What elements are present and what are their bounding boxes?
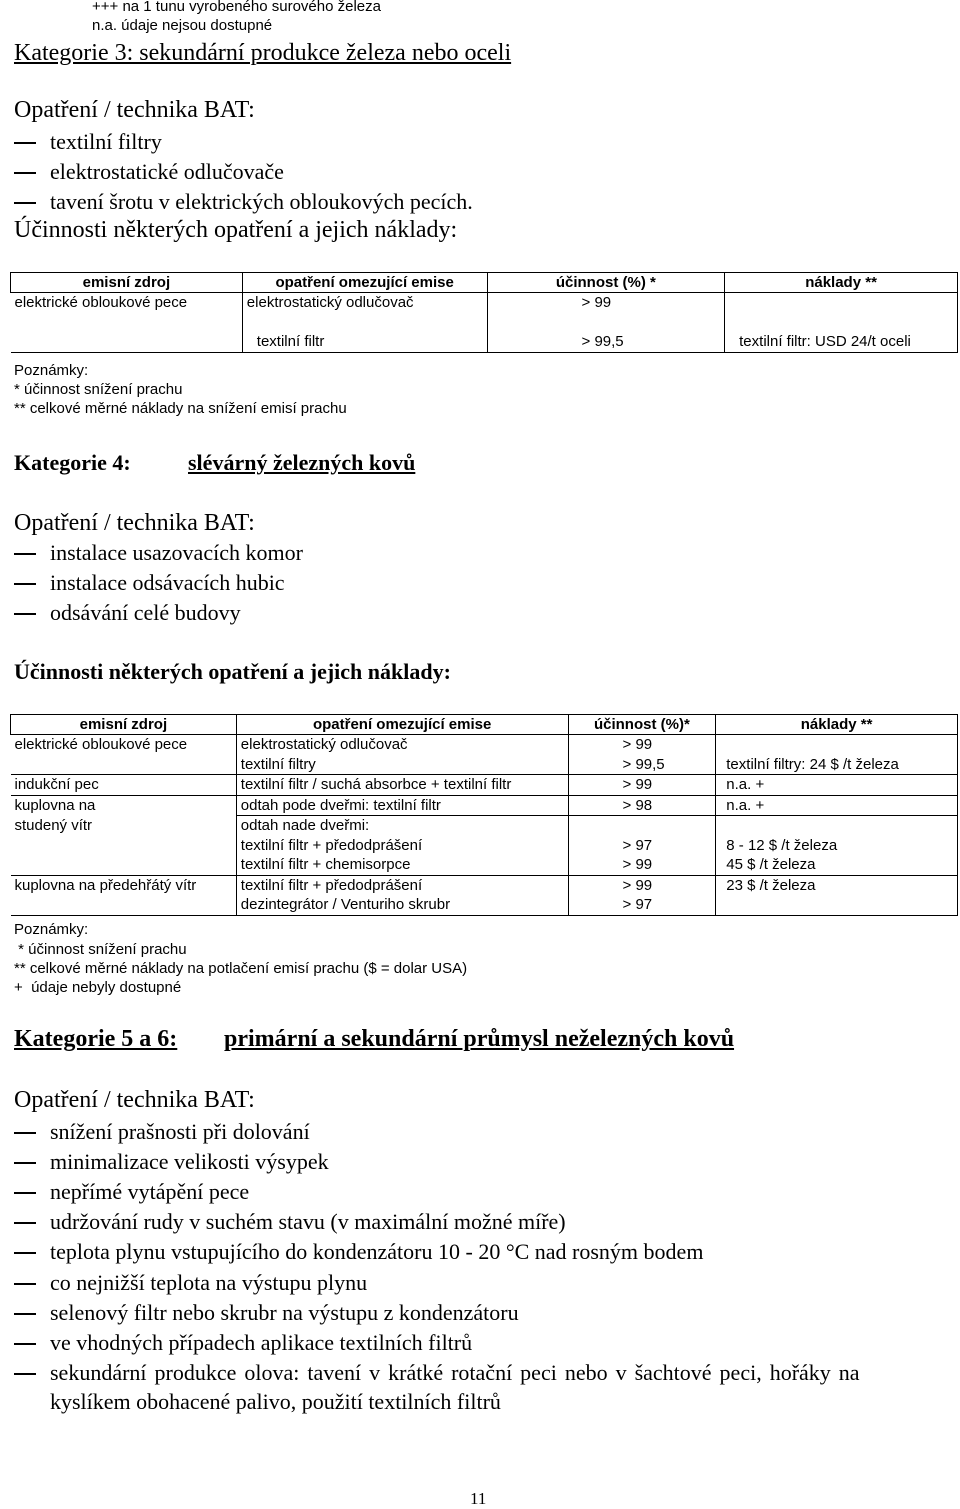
cat4-measure-1: instalace usazovacích komor	[50, 540, 303, 565]
table-cell	[725, 293, 958, 333]
cat4-measure-2: instalace odsávacích hubic	[50, 570, 285, 595]
cat56-measure-4: udržování rudy v suchém stavu (v maximální možné míře)	[50, 1209, 566, 1234]
cat56-measure-7: selenový filtr nebo skrubr na výstupu z kondenzátoru	[50, 1300, 519, 1325]
table-header-row	[11, 715, 958, 735]
table-cell: 45 $ /t železa	[716, 855, 958, 875]
dash-icon	[14, 1162, 36, 1164]
table-cell: elektrické obloukové pece	[14, 736, 188, 753]
table-row	[11, 293, 958, 333]
table-row	[11, 875, 958, 895]
dash-icon	[14, 1222, 36, 1224]
cat3-notes-label: Poznámky:	[14, 362, 89, 379]
table-cell: > 97	[568, 836, 716, 856]
page-number: 11	[470, 1489, 487, 1508]
table-cell	[11, 855, 237, 875]
table-cell	[11, 895, 237, 915]
cat4-measures-heading: Opatření / technika BAT:	[14, 510, 255, 536]
table-cell: > 99,5	[568, 755, 716, 775]
cat56-measure-9: sekundární produkce olova: tavení v krátké rotační peci nebo v šachtové peci, hořáky na	[50, 1360, 860, 1385]
table-row	[11, 895, 958, 915]
table-cell: elektrostatický odlučovač	[242, 293, 487, 333]
cat3-measure-1: textilní filtry	[50, 129, 162, 154]
table-cell	[716, 816, 958, 836]
table-cell: textilní filtr + předodprášení	[236, 875, 568, 895]
cat56-title: primární a sekundární průmysl neželezných kovů	[224, 1026, 735, 1052]
table-cell	[716, 895, 958, 915]
cat4-title: slévárný železných kovů	[188, 450, 416, 475]
cat56-measure-2: minimalizace velikosti výsypek	[50, 1149, 329, 1174]
table-cell: elektrické obloukové pece	[14, 294, 188, 311]
dash-icon	[14, 202, 36, 204]
cat4-note-2: ** celkové měrné náklady na potlačení emisí prachu ($ = dolar USA)	[14, 960, 468, 977]
header-cell: náklady **	[716, 715, 958, 735]
cat4-note-3: + údaje nebyly dostupné	[14, 979, 182, 996]
header-cell: emisní zdroj	[11, 273, 243, 293]
table-cell: studený vítr	[14, 816, 93, 834]
cat56-measure-6: co nejnižší teplota na výstupu plynu	[50, 1270, 368, 1295]
cat3-title: Kategorie 3: sekundární produkce železa nebo oceli	[14, 40, 512, 66]
dash-icon	[14, 1283, 36, 1285]
table-cell: n.a. +	[716, 775, 958, 796]
dash-icon	[14, 613, 36, 615]
cat56-measure-1: snížení prašnosti při dolování	[50, 1119, 310, 1144]
cat3-note-2: ** celkové měrné náklady na snížení emisí prachu	[14, 400, 347, 417]
table-cell: textilní filtr: USD 24/t oceli	[725, 332, 958, 353]
cat56-measure-8: ve vhodných případech aplikace textilních filtrů	[50, 1330, 473, 1355]
dash-icon	[14, 1373, 36, 1375]
table-cell: indukční pec	[11, 775, 237, 796]
table-row	[11, 332, 958, 353]
table-cell: textilní filtr + chemisorpce	[236, 855, 568, 875]
table-row	[11, 855, 958, 875]
table-cell: textilní filtr	[242, 332, 487, 353]
table-cell: > 99	[568, 775, 716, 796]
header-cell: opatření omezující emise	[236, 715, 568, 735]
cat3-efficiency-heading: Účinnosti některých opatření a jejich náklady:	[14, 217, 458, 243]
header-cell: emisní zdroj	[11, 715, 237, 735]
table-row	[11, 816, 958, 836]
cat56-title-prefix: Kategorie 5 a 6:	[14, 1026, 178, 1052]
table-cell: textilní filtr / suchá absorbce + textilní filtr	[236, 775, 568, 796]
table-header-row	[11, 273, 958, 293]
table-cell: 8 - 12 $ /t železa	[716, 836, 958, 856]
cat4-measure-3: odsávání celé budovy	[50, 600, 241, 625]
table-cell: 23 $ /t železa	[716, 875, 958, 895]
dash-icon	[14, 142, 36, 144]
table-cell: > 99	[568, 735, 716, 755]
header-cell: účinnost (%) *	[487, 273, 725, 293]
cat3-measure-2: elektrostatické odlučovače	[50, 159, 284, 184]
dash-icon	[14, 1132, 36, 1134]
table-row	[11, 755, 958, 775]
table-row	[11, 795, 958, 816]
table-row	[11, 775, 958, 796]
cat4-efficiency-heading: Účinnosti některých opatření a jejich náklady:	[14, 659, 451, 684]
table-row	[11, 836, 958, 856]
table-cell: > 98	[568, 795, 716, 816]
table-cell: odtah pode dveřmi: textilní filtr	[236, 795, 568, 816]
header-cell: účinnost (%)*	[568, 715, 716, 735]
dash-icon	[14, 1343, 36, 1345]
dash-icon	[14, 1192, 36, 1194]
cat4-note-1: * účinnost snížení prachu	[14, 941, 187, 958]
table-cell	[716, 735, 958, 755]
table-cell: textilní filtry	[236, 755, 568, 775]
dash-icon	[14, 1313, 36, 1315]
cat4-notes-label: Poznámky:	[14, 921, 89, 938]
cat3-measure-3: tavení šrotu v elektrických obloukových pecích.	[50, 189, 473, 214]
header-cell: opatření omezující emise	[242, 273, 487, 293]
cat56-measure-9-cont: kyslíkem obohacené palivo, použití textilních filtrů	[50, 1389, 501, 1414]
cat56-measure-3: nepřímé vytápění pece	[50, 1179, 250, 1204]
table-cell: n.a. +	[716, 795, 958, 816]
dash-icon	[14, 1252, 36, 1254]
table-cell: > 99	[568, 875, 716, 895]
table-cell: > 99	[487, 293, 725, 333]
cat3-note-1: * účinnost snížení prachu	[14, 381, 183, 398]
cat4-title-prefix: Kategorie 4:	[14, 450, 131, 475]
table-cell	[11, 755, 237, 775]
top-note-2: n.a. údaje nejsou dostupné	[92, 17, 273, 34]
dash-icon	[14, 583, 36, 585]
dash-icon	[14, 553, 36, 555]
top-note-1: +++ na 1 tunu vyrobeného surového železa	[92, 0, 381, 15]
table-cell: kuplovna na předehřátý vítr	[14, 876, 197, 894]
cat3-measures-heading: Opatření / technika BAT:	[14, 97, 255, 123]
table-row	[11, 735, 958, 755]
table-cell: textilní filtry: 24 $ /t železa	[716, 755, 958, 775]
table-cell: odtah nade dveřmi:	[236, 816, 568, 836]
table-cell: > 97	[568, 895, 716, 915]
table-cell: textilní filtr + předodprášení	[236, 836, 568, 856]
cat4-table	[10, 714, 958, 916]
table-cell: elektrostatický odlučovač	[236, 735, 568, 755]
table-cell: dezintegrátor / Venturiho skrubr	[236, 895, 568, 915]
cat56-measures-heading: Opatření / technika BAT:	[14, 1087, 255, 1113]
table-cell	[11, 332, 243, 353]
table-cell: > 99	[568, 855, 716, 875]
cat56-measure-5: teplota plynu vstupujícího do kondenzátoru 10 - 20 °C nad rosným bodem	[50, 1239, 704, 1264]
table-cell	[11, 836, 237, 856]
header-cell: náklady **	[725, 273, 958, 293]
table-cell: kuplovna na	[14, 796, 96, 814]
cat3-table	[10, 272, 958, 353]
table-cell	[568, 816, 716, 836]
table-cell: > 99,5	[487, 332, 725, 353]
dash-icon	[14, 172, 36, 174]
